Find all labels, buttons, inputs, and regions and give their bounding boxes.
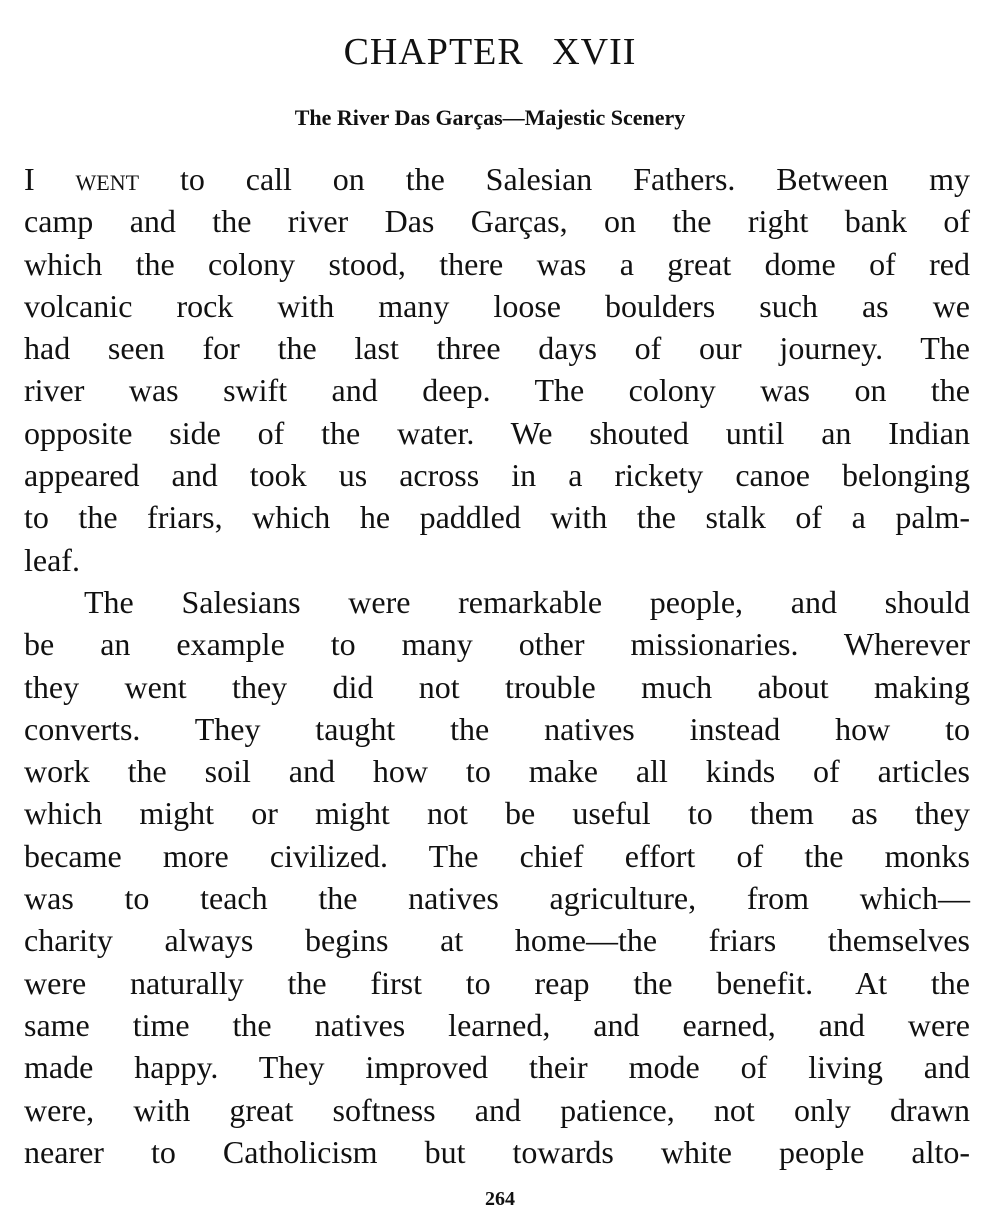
chapter-title: CHAPTER XVII [343, 31, 637, 73]
paragraph-2-line-2: be an example to many other missionaries. Wherever [24, 626, 970, 663]
paragraph-2-line-14: nearer to Catholicism but towards white people alto- [24, 1133, 970, 1170]
paragraph-2-line-3: they went they did not trouble much about making [24, 668, 970, 705]
paragraph-1-line-3: which the colony stood, there was a great dome of red [24, 245, 970, 282]
lead-word: went [75, 161, 140, 197]
paragraph-1-line-8: appeared and took us across in a rickety canoe belonging [24, 457, 970, 494]
page-number: 264 [485, 1188, 515, 1210]
paragraph-2-line-1: The Salesians were remarkable people, and should [84, 583, 970, 620]
paragraph-2-line-4: converts. They taught the natives instead how to [24, 710, 970, 747]
paragraph-2-line-13: were, with great softness and patience, not only drawn [24, 1091, 970, 1128]
paragraph-2-line-11: same time the natives learned, and earned, and were [24, 1006, 970, 1043]
paragraph-2-line-5: work the soil and how to make all kinds of articles [24, 753, 970, 790]
paragraph-2-line-12: made happy. They improved their mode of living and [24, 1049, 970, 1086]
chapter-subtitle: The River Das Garças—Majestic Scenery [294, 105, 686, 130]
paragraph-1-line-7: opposite side of the water. We shouted until an Indian [24, 414, 970, 451]
paragraph-1-line-4: volcanic rock with many loose boulders such as we [24, 287, 970, 324]
paragraph-2-line-6: which might or might not be useful to them as they [24, 795, 970, 832]
paragraph-1-line-2: camp and the river Das Garças, on the right bank of [24, 203, 970, 240]
paragraph-2-line-7: became more civilized. The chief effort of the monks [24, 837, 970, 874]
line-text: to call on the Salesian Fathers. Between my [139, 161, 971, 197]
paragraph-1-line-10: leaf. [24, 541, 80, 578]
lead-initial: I [24, 161, 35, 197]
body-text [24, 158, 970, 1173]
paragraph-2-line-10: were naturally the first to reap the benefit. At the [24, 964, 970, 1001]
paragraph-1-line-9: to the friars, which he paddled with the stalk of a palm- [24, 499, 970, 536]
paragraph-2-line-8: was to teach the natives agriculture, from which— [24, 880, 970, 917]
paragraph-1-line-1 [24, 158, 970, 200]
paragraph-1-line-5: had seen for the last three days of our journey. The [24, 330, 970, 367]
paragraph-2-line-9: charity always begins at home—the friars themselves [24, 922, 970, 959]
paragraph-1-line-6: river was swift and deep. The colony was on the [24, 372, 970, 409]
